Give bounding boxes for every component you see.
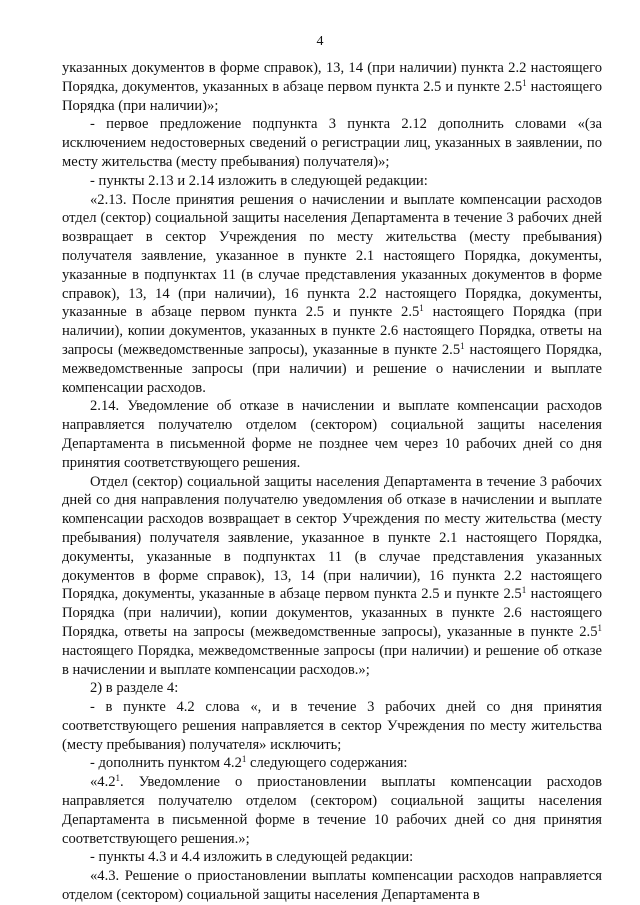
text-segment: - пункты 2.13 и 2.14 изложить в следующей редакции:	[90, 172, 428, 189]
paragraph	[62, 59, 602, 115]
text-segment: настоящего Порядка, межведомственные запросы (при наличии) и решение об отказе в начислении и выплате компенсации расходов.»;	[62, 642, 602, 678]
paragraph	[62, 679, 602, 698]
text-segment: «4.2	[90, 774, 116, 791]
text-segment: «4.3. Решение о приостановлении выплаты компенсации расходов направляется отделом (сектором) социальной защиты населения Департамента в	[62, 868, 602, 904]
superscript: 1	[597, 622, 602, 633]
text-segment: - пункты 4.3 и 4.4 изложить в следующей редакции:	[90, 849, 414, 866]
text-segment: - дополнить пунктом 4.2	[90, 755, 242, 772]
paragraph	[62, 473, 602, 680]
text-segment: «2.13. После принятия решения о начислении и выплате компенсации расходов отдел (сектор) социальной защиты населения Департамента в течение 3 рабочих дней возвращает в сектор Учреждения по месту жительства (месту пребывания) получателя заявление, указанное в пункте 2.1 настоящего Порядка, документы, указанные в подпунктах 11 (в случае представления указанных документов в форме справок), 13, 14 (при наличии), 16 пункта 2.2 настоящего Порядка, документы, указанные в абзаце первом пункта 2.5 и пункте 2.5	[62, 191, 602, 321]
paragraph	[62, 698, 602, 754]
superscript: 1	[460, 340, 465, 351]
paragraph	[62, 172, 602, 191]
paragraph	[62, 848, 602, 867]
text-segment: настоящего Порядка (при наличии), копии документов, указанных в пункте 2.6 настоящего Порядка, ответы на запросы (межведомственные запросы), указанные в пункте 2.5	[62, 586, 602, 640]
paragraph	[62, 754, 602, 773]
text-segment: 2) в разделе 4:	[90, 680, 179, 697]
text-segment: настоящего Порядка (при наличии)»;	[62, 78, 602, 114]
superscript: 1	[521, 585, 527, 596]
superscript: 1	[522, 77, 527, 88]
text-segment: 2.14. Уведомление об отказе в начислении и выплате компенсации расходов направляется получателю отделом (сектором) социальной защиты населения Департамента в письменной форме не позднее чем через 10 рабочих дней со дня принятия соответствующего решения.	[62, 398, 602, 471]
paragraph	[62, 191, 602, 398]
paragraph	[62, 115, 602, 171]
superscript: 1	[241, 754, 247, 765]
text-segment: настоящего Порядка, межведомственные запросы (при наличии) и решение о начислении и выплате компенсации расходов.	[62, 341, 602, 396]
text-segment: следующего содержания:	[246, 755, 408, 772]
page-number: 4	[316, 34, 324, 49]
text-segment: настоящего Порядка (при наличии), копии документов, указанных в пункте 2.6 настоящего Порядка, ответы на запросы (межведомственные запросы), указанные в пункте 2.5	[62, 304, 602, 358]
paragraph	[62, 867, 602, 905]
text-segment: Отдел (сектор) социальной защиты населения Департамента в течение 3 рабочих дней со дня направления получателю уведомления об отказе в начислении и выплате компенсации расходов возвращает в сектор Учреждения по месту жительства (месту пребывания) получателя заявление, указанное в пункте 2.1 настоящего Порядка, документы, указанные в подпунктах 11 (в случае представления указанных документов в форме справок), 13, 14 (при наличии), 16 пункта 2.2 настоящего Порядка, документы, указанные в абзаце первом пункта 2.5 и пункте 2.5	[62, 473, 602, 603]
document-body	[62, 59, 602, 905]
paragraph	[62, 773, 602, 848]
text-segment: - первое предложение подпункта 3 пункта 2.12 дополнить словами «(за исключением недостоверных сведений о регистрации лиц, указанных в заявлении, по месту жительства (месту пребывания) получателя)»;	[62, 116, 602, 170]
paragraph	[62, 397, 602, 472]
text-segment: . Уведомление о приостановлении выплаты компенсации расходов направляется получателю отделом (сектором) социальной защиты населения Департамента в письменной форме в течение 10 рабочих дней со дня принятия соответствующего решения.»;	[62, 774, 602, 847]
text-segment: - в пункте 4.2 слова «, и в течение 3 рабочих дней со дня принятия соответствующего решения направляется в сектор Учреждения по месту жительства (месту пребывания) получателя» исключить;	[62, 699, 602, 753]
superscript: 1	[115, 773, 121, 784]
superscript: 1	[419, 303, 424, 314]
text-segment: указанных документов в форме справок), 13, 14 (при наличии) пункта 2.2 настоящего Порядка, документов, указанных в абзаце первом пункта 2.5 и пункте 2.5	[62, 60, 602, 95]
